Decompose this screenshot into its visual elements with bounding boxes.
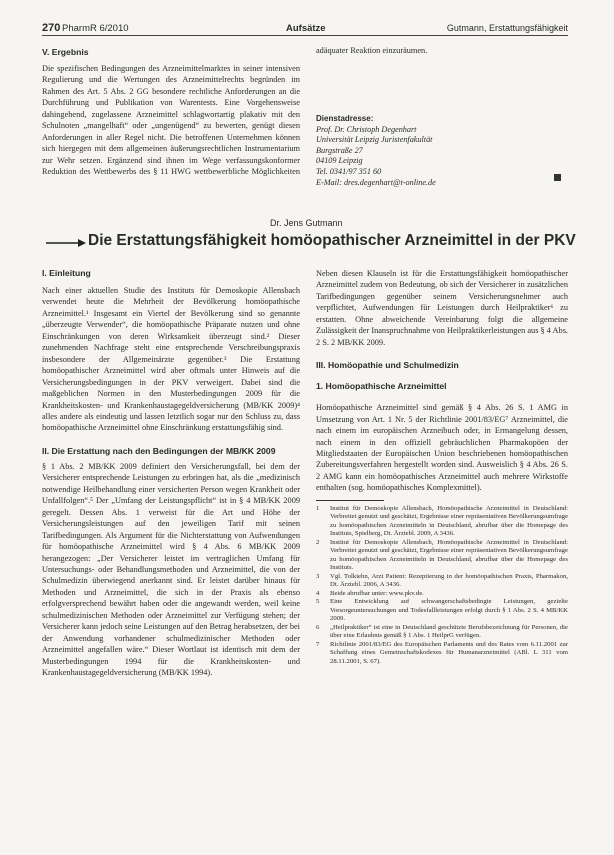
address-line: Universität Leipzig Juristenfakultät bbox=[316, 135, 433, 145]
mbkk-paragraph: § 1 Abs. 2 MB/KK 2009 definiert den Versicherungsfall, bei dem der Versicherer entsprechende Leistungen zu erbringen hat, als die „medizinisch notwendige Heilbehandlung einer versicherten Person wegen Krankheit oder Unfallfolgen“.⁵ Der „Umfang der Leistungspflicht“ ist in § 4 MB/KK 2009 geregelt. Dessen Abs. 1 verweist für die Art und Höhe der Versicherungsleistungen auf den jeweiligen Tarif mit seinen Tarifbedingungen. Als Argument für die Nichterstattung von Aufwendungen für homöopathische Arzneimittel wird § 4 Abs. 6 MB/KK 2009 herangezogen: „Der Versicherer leistet im vertraglichen Umfang für Untersuchungs- oder Behandlungsmethoden und Arzneimittel, die von der Schulmedizin überwiegend anerkannt sind. Er leistet darüber hinaus für Methoden und Arzneimittel, die sich in der Praxis als ebenso erfolgversprechend bewährt haben oder die angewandt werden, weil keine schulmedizinischen Methoden oder Arzneimittel zur Verfügung stehen; der Versicherer kann jedoch seine Leistungen auf den Betrag herabsetzen, der bei der Anwendung vorhandener schulmedizinischer Methoden oder Arzneimittel angefallen wäre.“ Dieser Wortlaut ist identisch mit dem der Musterbedingungen 1994 für die Krankheitskosten- und Krankenhaustagegeldversicherung (MB/KK 1994). bbox=[42, 461, 300, 678]
footnote-separator bbox=[316, 500, 384, 501]
section-heading-einleitung: I. Einleitung bbox=[42, 268, 91, 278]
footnote: 1 Institut für Demoskopie Allensbach, Homöopathische Arzneimittel in Deutschland: Verbreitet genutzt und geschätzt, Ergebnisse einer repräsentativen Bevölkerungsumfrage zu homöopathischen Arzneimitteln in Deutschland, abrufbar über die Homepage des Instituts, Spielberg, Dt. Ärztebl. 2009, A 3436. bbox=[316, 504, 568, 538]
end-of-article-mark bbox=[554, 174, 561, 181]
heilpraktiker-paragraph: Neben diesen Klauseln ist für die Erstattungsfähigkeit homöopathischer Arzneimittel zudem von Bedeutung, ob sich der Versicherer in zusätzlichen Tarifbedingungen gegenüber seinem Versicherungsnehmer auch verpflichtet, Aufwendungen für Leistungen durch Heilpraktiker⁶ zu erstatten. Ohne abweichende Vereinbarung folgt die allgemeine Zulässigkeit der Inanspruchnahme von Heilpraktikerleistungen aus § 4 Abs. 2 S. 2 MB/KK 2009. bbox=[316, 269, 568, 347]
journal-citation: PharmR 6/2010 bbox=[62, 23, 129, 34]
footnote: 2 Institut für Demoskopie Allensbach, Homöopathische Arzneimittel in Deutschland: Verbreitet genutzt und geschätzt, Ergebnisse einer repräsentativen Bevölkerungsumfrage zu homöopathischen Arzneimitteln in Deutschland, abrufbar über die Homepage des Instituts. bbox=[316, 538, 568, 572]
section-heading-erstattung: II. Die Erstattung nach den Bedingungen der MB/KK 2009 bbox=[42, 445, 276, 456]
section-heading-arzneimittel: 1. Homöopathische Arzneimittel bbox=[316, 381, 447, 392]
address-line: E-Mail: dres.degenhart@t-online.de bbox=[316, 177, 436, 187]
ergebnis-paragraph: Die spezifischen Bedingungen des Arzneimittelmarktes in seiner intensiven Regulierung und die Wertungen des Arzneimittelrechts begründen im Rahmen des Art. 5 Abs. 2 GG besondere rechtliche Anforderungen an die Durchführung und Publikation von Warentests. Eine Vorgehensweise dahingehend, zugelassene Arzneimittel schlagwortartig plakativ mit den Schulnoten „mangelhaft“ oder „ungenügend“ zu bewerten, genügt diesen Anforderungen in aller Regel nicht. Die betroffenen Unternehmen können sich hiergegen mit dem allgemeinen äußerungsrechtlichen Instrumentarium zur Wehr setzen. Ergänzend sind ihnen im Wege verfassungskonformer Reduktion des Wettbewerbs des § 11 HWG wettbewerbliche Möglichkeiten bbox=[42, 64, 300, 177]
section-rubric: Aufsätze bbox=[286, 23, 326, 34]
article-author: Dr. Jens Gutmann bbox=[270, 218, 343, 228]
section-heading-ergebnis: V. Ergebnis bbox=[42, 47, 89, 57]
intro-paragraph: Nach einer aktuellen Studie des Instituts für Demoskopie Allensbach verwendet heute die Mehrheit der Bevölkerung homöopathische Arzneimittel.¹ Insgesamt ein Viertel der Bevölkerung sind so genannte „überzeugte Verwender“, die homöopathische Präparate nutzen und ohne Einschränkungen von deren Wirksamkeit überzeugt sind.² Dieser zunehmenden Nachfrage steht eine entsprechende Verschreibungspraxis insbesondere der Allgemeinärzte gegenüber.³ Die Erstattung homöopathischer Arzneimittel wird aber oftmals unter Hinweis auf die Versicherungsbedingungen in der PKV verweigert. Dabei sind die maßgeblichen Normen in den Musterbedingungen 2009 für die Krankheitskosten- und Krankenhaustagegeldversicherung (MB/KK 2009)⁴ alles andere als eindeutig und lassen letztlich sogar nur den Schluss zu, dass homöopathische Arzneimittel ohne Einschränkung erstattungsfähig sind. bbox=[42, 286, 300, 433]
ergebnis-paragraph-cont: adäquater Reaktion einzuräumen. bbox=[316, 47, 428, 55]
footnote: 7 Richtlinie 2001/83/EG des Europäischen Parlaments und des Rates vom 6.11.2001 zur Schaffung eines Gemeinschaftskodexes für Humanarzneimittel (ABl. L 311 vom 28.11.2001, S. 67). bbox=[316, 640, 568, 665]
ergebnis-continuation bbox=[316, 47, 568, 106]
prev-article-text-right bbox=[316, 47, 568, 106]
running-head: Gutmann, Erstattungsfähigkeit bbox=[446, 23, 568, 33]
footnote: 5 Eine Entwicklung auf schwangerschaftsbedingte Leistungen, gezielte Vorsorgeuntersuchungen und Todesfallleistungen erfolgt durch § 1 Abs. 2 S. 4 MB/KK 2009. bbox=[316, 598, 568, 623]
footnote: 4 Beide abrufbar unter: www.pkv.de. bbox=[316, 589, 424, 597]
homoeopathie-paragraph: Homöopathische Arzneimittel sind gemäß § 4 Abs. 26 S. 1 AMG in Umsetzung von Art. 1 Nr. 5 der Richtlinie 2001/83/EG⁷ Arzneimittel, die nach einem im europäischen Arzneibuch oder, in Ermangelung dessen, nach einem in den offiziell gebräuchlichen Pharmakopöen der Mitgliedstaaten der Europäischen Union beschriebenen homöopathischen Zubereitungsverfahren hergestellt worden sind. Ausweislich § 4 Abs. 26 S. 2 AMG kann ein homöopathisches Arzneimittel auch mehrere Wirkstoffe enthalten (sog. homöopathisches Komplexmittel). bbox=[316, 403, 568, 493]
arrow-right-icon bbox=[46, 238, 86, 248]
page-number: 270 bbox=[42, 22, 61, 34]
footnote: 6 „Heilpraktiker“ ist eine in Deutschland geschützte Berufsbezeichnung für Personen, die über eine Erlaubnis gemäß § 1 Abs. 1 HeilprG verfügen. bbox=[316, 623, 568, 640]
address-line: Tel. 0341/97 351 60 bbox=[316, 166, 382, 176]
address-line: Prof. Dr. Christoph Degenhart bbox=[316, 124, 417, 134]
author-address bbox=[316, 114, 568, 188]
footnote: 3 Vgl. Tolkiehn, Arzt Patient: Rezeptierung in der homöopathischen Praxis, Pharmakon, Dt. Ärztebl. 2006, A 3436. bbox=[316, 572, 568, 589]
prev-article-text-left bbox=[42, 63, 300, 180]
article-title: Die Erstattungsfähigkeit homöopathischer Arzneimittel in der PKV bbox=[88, 232, 576, 249]
header-rule bbox=[42, 35, 568, 36]
address-line: 04109 Leipzig bbox=[316, 156, 363, 166]
address-line: Burgstraße 27 bbox=[316, 145, 363, 155]
address-label: Dienstadresse: bbox=[316, 114, 374, 123]
article-column-left bbox=[42, 268, 300, 679]
article-column-right bbox=[316, 268, 568, 666]
section-heading-homoeopathie: III. Homöopathie und Schulmedizin bbox=[316, 360, 459, 371]
